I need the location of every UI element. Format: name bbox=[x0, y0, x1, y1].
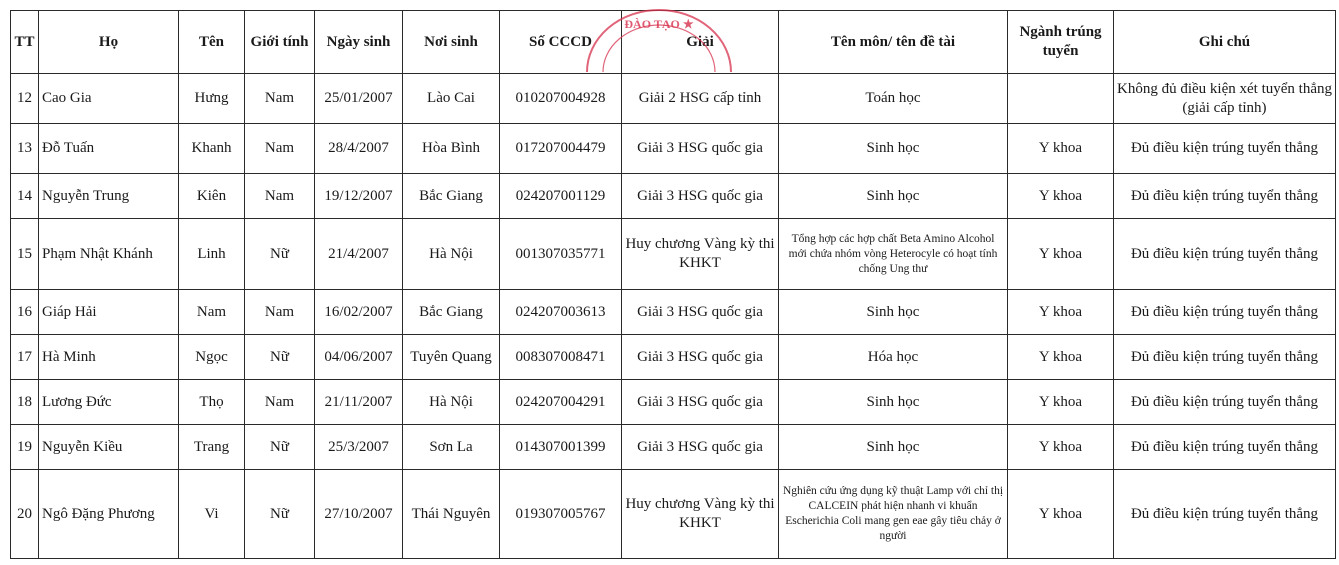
cell-cccd: 010207004928 bbox=[500, 74, 622, 124]
cell-tt: 19 bbox=[11, 425, 39, 470]
cell-ngay-sinh: 25/01/2007 bbox=[315, 74, 403, 124]
cell-ngay-sinh: 21/11/2007 bbox=[315, 380, 403, 425]
header-row bbox=[11, 11, 1336, 74]
cell-nganh bbox=[1008, 74, 1114, 124]
cell-mon: Tổng hợp các hợp chất Beta Amino Alcohol mới chứa nhóm vòng Heterocyle có hoạt tính chống Ung thư bbox=[779, 219, 1008, 290]
cell-giai: Giải 3 HSG quốc gia bbox=[622, 380, 779, 425]
cell-mon: Hóa học bbox=[779, 335, 1008, 380]
header-ngay-sinh: Ngày sinh bbox=[315, 11, 403, 74]
cell-noi-sinh: Bắc Giang bbox=[403, 290, 500, 335]
cell-ho: Cao Gia bbox=[39, 74, 179, 124]
cell-gioi-tinh: Nữ bbox=[245, 219, 315, 290]
cell-ten: Khanh bbox=[179, 124, 245, 174]
cell-ten: Nam bbox=[179, 290, 245, 335]
cell-mon: Sinh học bbox=[779, 174, 1008, 219]
table-row bbox=[11, 425, 1336, 470]
cell-gioi-tinh: Nữ bbox=[245, 470, 315, 559]
cell-ten: Kiên bbox=[179, 174, 245, 219]
cell-ten: Ngọc bbox=[179, 335, 245, 380]
cell-gioi-tinh: Nữ bbox=[245, 425, 315, 470]
cell-nganh: Y khoa bbox=[1008, 174, 1114, 219]
cell-giai: Giải 3 HSG quốc gia bbox=[622, 425, 779, 470]
cell-giai: Giải 3 HSG quốc gia bbox=[622, 290, 779, 335]
cell-ho: Ngô Đặng Phương bbox=[39, 470, 179, 559]
cell-ten: Thọ bbox=[179, 380, 245, 425]
header-nganh: Ngành trúng tuyển bbox=[1008, 11, 1114, 74]
header-tt: TT bbox=[11, 11, 39, 74]
cell-gioi-tinh: Nam bbox=[245, 124, 315, 174]
admission-table bbox=[10, 10, 1336, 559]
cell-tt: 12 bbox=[11, 74, 39, 124]
cell-mon: Sinh học bbox=[779, 124, 1008, 174]
header-ghi-chu: Ghi chú bbox=[1114, 11, 1336, 74]
cell-ghi-chu: Đủ điều kiện trúng tuyển thẳng bbox=[1114, 470, 1336, 559]
cell-ngay-sinh: 19/12/2007 bbox=[315, 174, 403, 219]
cell-tt: 13 bbox=[11, 124, 39, 174]
cell-mon: Toán học bbox=[779, 74, 1008, 124]
cell-cccd: 017207004479 bbox=[500, 124, 622, 174]
cell-ten: Trang bbox=[179, 425, 245, 470]
cell-ngay-sinh: 27/10/2007 bbox=[315, 470, 403, 559]
cell-ho: Giáp Hải bbox=[39, 290, 179, 335]
cell-nganh: Y khoa bbox=[1008, 124, 1114, 174]
header-gioi-tinh: Giới tính bbox=[245, 11, 315, 74]
cell-ho: Phạm Nhật Khánh bbox=[39, 219, 179, 290]
cell-ten: Vi bbox=[179, 470, 245, 559]
cell-ghi-chu: Đủ điều kiện trúng tuyển thẳng bbox=[1114, 174, 1336, 219]
cell-tt: 18 bbox=[11, 380, 39, 425]
cell-nganh: Y khoa bbox=[1008, 425, 1114, 470]
cell-mon: Nghiên cứu ứng dụng kỹ thuật Lamp với chỉ thị CALCEIN phát hiện nhanh vi khuẩn Escherichia Coli mang gen eae gây tiêu chảy ở người bbox=[779, 470, 1008, 559]
table-row bbox=[11, 124, 1336, 174]
cell-gioi-tinh: Nam bbox=[245, 174, 315, 219]
header-ho: Họ bbox=[39, 11, 179, 74]
cell-tt: 17 bbox=[11, 335, 39, 380]
cell-noi-sinh: Lào Cai bbox=[403, 74, 500, 124]
cell-ghi-chu: Đủ điều kiện trúng tuyển thẳng bbox=[1114, 380, 1336, 425]
cell-cccd: 024207004291 bbox=[500, 380, 622, 425]
cell-ngay-sinh: 04/06/2007 bbox=[315, 335, 403, 380]
cell-ho: Nguyễn Kiều bbox=[39, 425, 179, 470]
cell-tt: 14 bbox=[11, 174, 39, 219]
cell-giai: Giải 2 HSG cấp tỉnh bbox=[622, 74, 779, 124]
cell-ghi-chu: Đủ điều kiện trúng tuyển thẳng bbox=[1114, 425, 1336, 470]
cell-ngay-sinh: 16/02/2007 bbox=[315, 290, 403, 335]
cell-ghi-chu: Đủ điều kiện trúng tuyển thẳng bbox=[1114, 290, 1336, 335]
cell-giai: Huy chương Vàng kỳ thi KHKT bbox=[622, 219, 779, 290]
cell-nganh: Y khoa bbox=[1008, 380, 1114, 425]
cell-nganh: Y khoa bbox=[1008, 470, 1114, 559]
cell-ten: Hưng bbox=[179, 74, 245, 124]
cell-gioi-tinh: Nam bbox=[245, 290, 315, 335]
table-row bbox=[11, 174, 1336, 219]
cell-noi-sinh: Hòa Bình bbox=[403, 124, 500, 174]
cell-ho: Hà Minh bbox=[39, 335, 179, 380]
cell-cccd: 008307008471 bbox=[500, 335, 622, 380]
cell-nganh: Y khoa bbox=[1008, 219, 1114, 290]
cell-mon: Sinh học bbox=[779, 425, 1008, 470]
cell-cccd: 014307001399 bbox=[500, 425, 622, 470]
cell-mon: Sinh học bbox=[779, 290, 1008, 335]
cell-noi-sinh: Thái Nguyên bbox=[403, 470, 500, 559]
table-row bbox=[11, 290, 1336, 335]
table-row bbox=[11, 380, 1336, 425]
header-ten: Tên bbox=[179, 11, 245, 74]
cell-ghi-chu: Đủ điều kiện trúng tuyển thẳng bbox=[1114, 124, 1336, 174]
cell-tt: 15 bbox=[11, 219, 39, 290]
cell-nganh: Y khoa bbox=[1008, 290, 1114, 335]
cell-nganh: Y khoa bbox=[1008, 335, 1114, 380]
table-row bbox=[11, 219, 1336, 290]
cell-cccd: 001307035771 bbox=[500, 219, 622, 290]
cell-gioi-tinh: Nam bbox=[245, 74, 315, 124]
cell-cccd: 019307005767 bbox=[500, 470, 622, 559]
header-giai: Giải bbox=[622, 11, 779, 74]
header-ten-mon: Tên môn/ tên đề tài bbox=[779, 11, 1008, 74]
cell-ho: Đỗ Tuấn bbox=[39, 124, 179, 174]
cell-mon: Sinh học bbox=[779, 380, 1008, 425]
cell-ghi-chu: Không đủ điều kiện xét tuyển thẳng (giải cấp tỉnh) bbox=[1114, 74, 1336, 124]
cell-tt: 16 bbox=[11, 290, 39, 335]
cell-giai: Giải 3 HSG quốc gia bbox=[622, 335, 779, 380]
stamp-text: ĐÀO TẠO ★ bbox=[624, 17, 694, 31]
cell-ghi-chu: Đủ điều kiện trúng tuyển thẳng bbox=[1114, 219, 1336, 290]
cell-gioi-tinh: Nam bbox=[245, 380, 315, 425]
cell-noi-sinh: Hà Nội bbox=[403, 219, 500, 290]
cell-gioi-tinh: Nữ bbox=[245, 335, 315, 380]
cell-ho: Nguyễn Trung bbox=[39, 174, 179, 219]
cell-cccd: 024207003613 bbox=[500, 290, 622, 335]
cell-giai: Giải 3 HSG quốc gia bbox=[622, 174, 779, 219]
table-row bbox=[11, 470, 1336, 559]
cell-cccd: 024207001129 bbox=[500, 174, 622, 219]
cell-ngay-sinh: 25/3/2007 bbox=[315, 425, 403, 470]
cell-noi-sinh: Hà Nội bbox=[403, 380, 500, 425]
table-row bbox=[11, 335, 1336, 380]
cell-ngay-sinh: 28/4/2007 bbox=[315, 124, 403, 174]
cell-noi-sinh: Tuyên Quang bbox=[403, 335, 500, 380]
cell-tt: 20 bbox=[11, 470, 39, 559]
cell-noi-sinh: Bắc Giang bbox=[403, 174, 500, 219]
cell-giai: Giải 3 HSG quốc gia bbox=[622, 124, 779, 174]
cell-giai: Huy chương Vàng kỳ thi KHKT bbox=[622, 470, 779, 559]
header-noi-sinh: Nơi sinh bbox=[403, 11, 500, 74]
cell-noi-sinh: Sơn La bbox=[403, 425, 500, 470]
cell-ngay-sinh: 21/4/2007 bbox=[315, 219, 403, 290]
cell-ghi-chu: Đủ điều kiện trúng tuyển thẳng bbox=[1114, 335, 1336, 380]
cell-ho: Lương Đức bbox=[39, 380, 179, 425]
header-so-cccd: Số CCCD bbox=[500, 11, 622, 74]
cell-ten: Linh bbox=[179, 219, 245, 290]
table-row bbox=[11, 74, 1336, 124]
